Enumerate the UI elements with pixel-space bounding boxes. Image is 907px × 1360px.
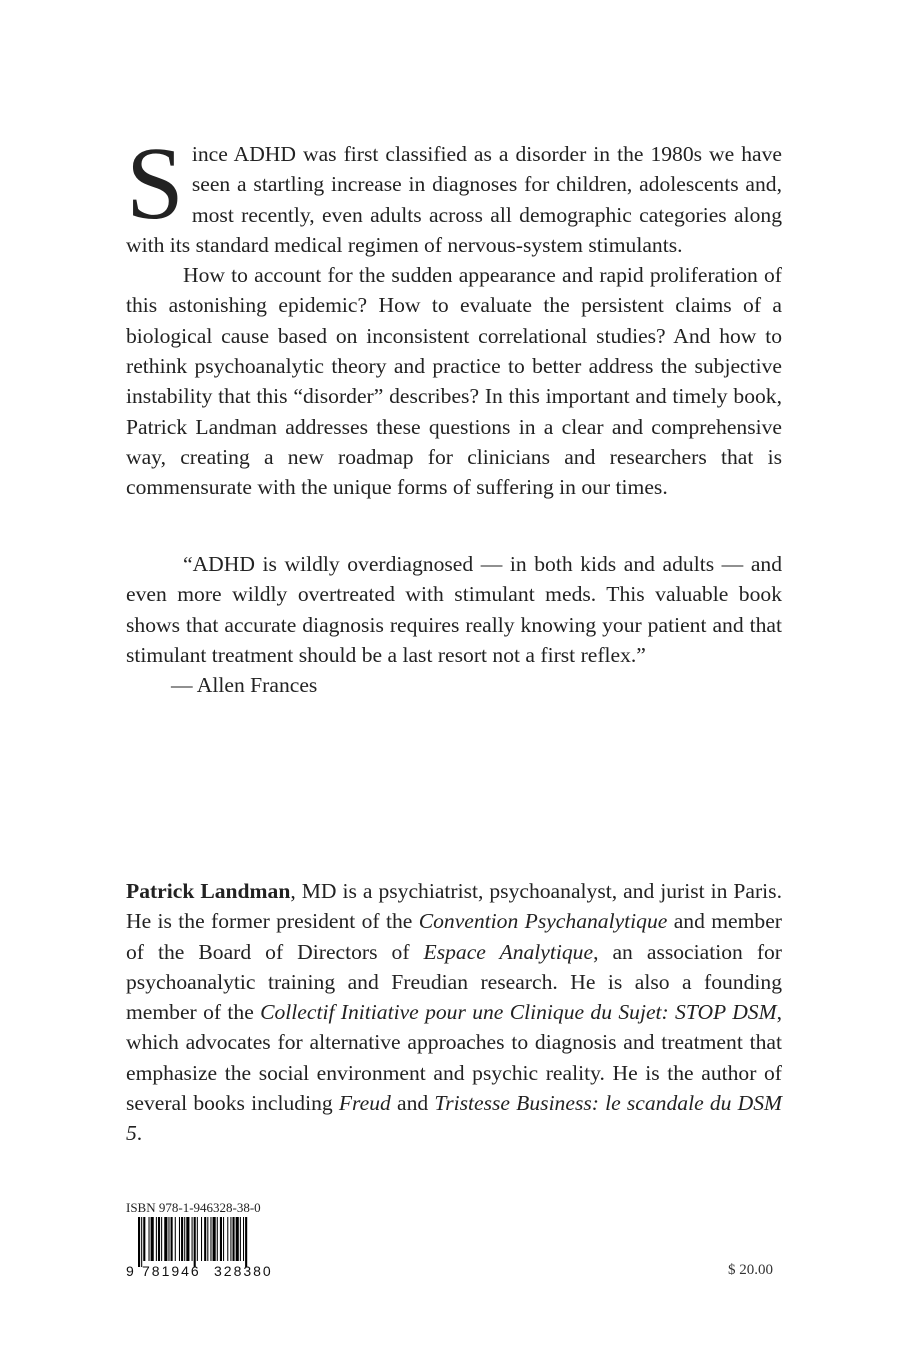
- bio-text: , an association for psychoanalytic training and Freudian research. He is also a founding member of the: [126, 939, 782, 1025]
- barcode-block: [126, 1200, 286, 1280]
- bio-italic: Espace Analytique: [423, 939, 594, 964]
- bio-italic: Collectif Initiative pour une Clinique du Sujet: STOP DSM: [260, 1000, 777, 1025]
- blurb-paragraph-1: ince ADHD was first classified as a disorder in the 1980s we have seen a startling increase in diagnoses for children, adolescents and, most recently, even adults across all demographic categories along with its standard medical regimen of nervous-system stimulants.: [126, 142, 782, 257]
- endorsement-quote: “ADHD is wildly overdiagnosed — in both kids and adults — and even more wildly overtreated with stimulant meds. This valuable book shows that accurate diagnosis requires really knowing your patient and that stimulant treatment should be a last resort not a first reflex.”: [126, 552, 782, 667]
- bio-italic: Tristesse Business: le scandale du DSM 5: [126, 1091, 782, 1146]
- isbn-label: ISBN 978-1-946328-38-0: [126, 1200, 261, 1215]
- barcode-digits-left: 781946: [142, 1263, 201, 1279]
- barcode-digits-right: 328380: [214, 1263, 273, 1279]
- bio-italic: Freud: [338, 1091, 391, 1116]
- blurb: [126, 126, 782, 503]
- bio-text: and member of the Board of Directors of: [126, 909, 782, 964]
- bio-text: .: [136, 1121, 143, 1146]
- endorsement: [126, 549, 782, 700]
- endorsement-attribution: — Allen Frances: [171, 673, 318, 698]
- blurb-paragraph-2: How to account for the sudden appearance and rapid proliferation of this astonishing epidemic? How to evaluate the persistent claims of a biological cause based on inconsistent correlational studies? And how to rethink psychoanalytic theory and practice to better address the subjective instability that this “disorder” describes? In this important and timely book, Patrick Landman addresses these questions in a clear and comprehensive way, creating a new roadmap for clinicians and researchers that is commensurate with the unique forms of suffering in our times.: [126, 263, 782, 500]
- bio-text: , MD is a psychiatrist, psychoanalyst, and jurist in Paris. He is the former president of the: [126, 879, 782, 934]
- bio-text: and: [390, 1091, 435, 1116]
- bio-italic: Convention Psychanalytique: [418, 909, 668, 934]
- price: $ 20.00: [728, 1262, 773, 1278]
- author-name: Patrick Landman: [126, 879, 291, 903]
- bio-text: , which advocates for alternative approaches to diagnosis and treatment that emphasize the social environment and psychic reality. He is the author of several books including: [126, 1000, 782, 1116]
- drop-cap: S: [126, 126, 184, 241]
- author-bio: [126, 876, 782, 1149]
- barcode-digit-lead: 9: [126, 1263, 134, 1279]
- barcode-icon: [126, 1217, 284, 1267]
